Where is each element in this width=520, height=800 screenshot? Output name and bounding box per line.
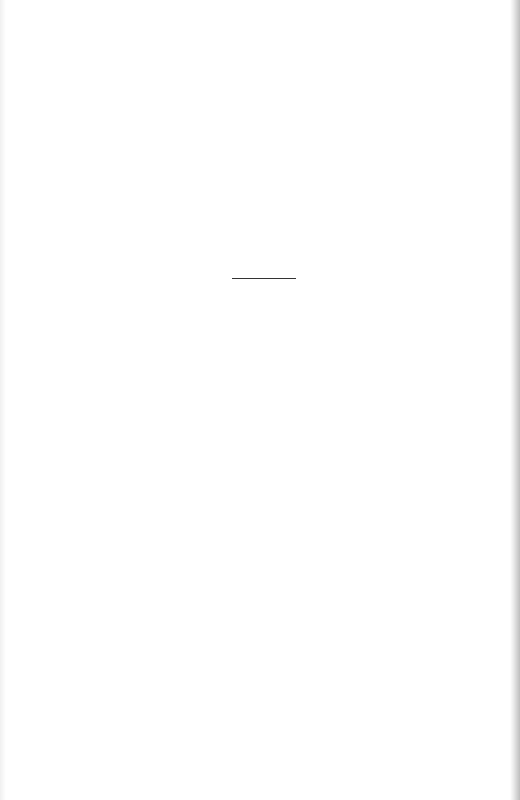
page-right-edge [510,0,520,800]
section-divider [232,278,296,279]
page-left-edge [0,0,6,800]
